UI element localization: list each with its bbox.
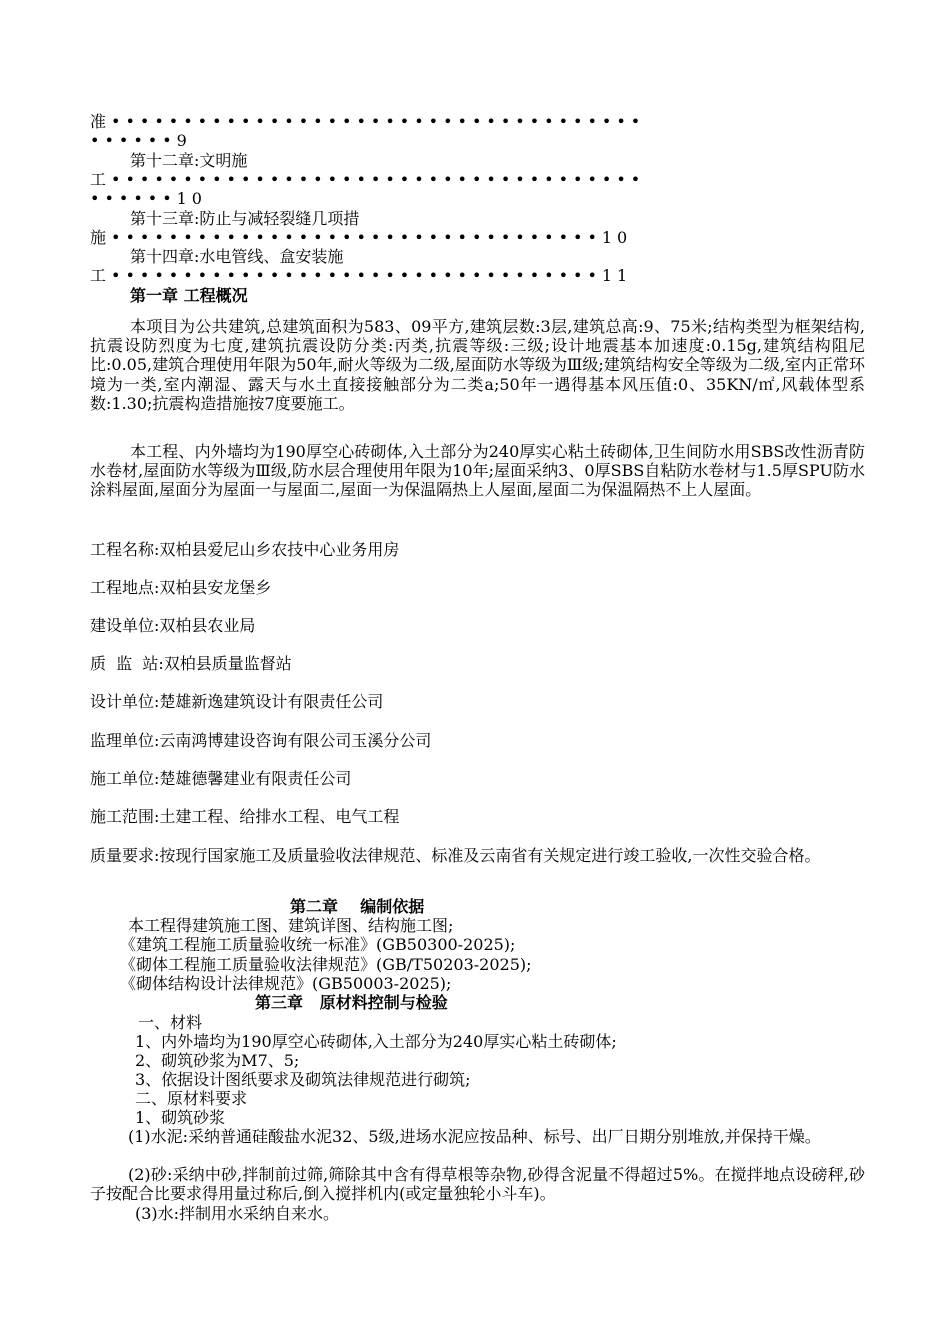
project-name: 工程名称:双柏县爱尼山乡农技中心业务用房 — [90, 540, 400, 559]
quality-supervision-station: 质 监 站:双柏县质量监督站 — [90, 654, 292, 673]
chapter2-basis-2: 《建筑工程施工质量验收统一标准》(GB50300-2025); — [120, 935, 516, 954]
cement-requirement: (1)水泥:采纳普通硅酸盐水泥32、5级,进场水泥应按品种、标号、出厂日期分别堆放,并保持干燥。 — [128, 1127, 821, 1146]
raw-material-requirements-heading: 二、原材料要求 — [135, 1089, 248, 1108]
design-unit: 设计单位:楚雄新逸建筑设计有限责任公司 — [90, 692, 384, 711]
toc-entry-12-title: 第十二章:文明施 — [130, 151, 248, 170]
toc-entry-12-line2: ••••••10 — [90, 189, 207, 208]
project-location: 工程地点:双柏县安龙堡乡 — [90, 578, 272, 597]
toc-entry-11-line2: ••••••9 — [90, 131, 192, 150]
masonry-mortar-heading: 1、砌筑砂浆 — [135, 1108, 226, 1127]
toc-entry-11-line1: 准••••••••••••••••••••••••••••••••••••• — [90, 112, 646, 131]
construction-unit: 建设单位:双柏县农业局 — [90, 616, 256, 635]
water-requirement: (3)水:拌制用水采纳自来水。 — [135, 1204, 340, 1223]
material-item-3: 3、依据设计图纸要求及砌筑法律规范进行砌筑; — [135, 1070, 471, 1089]
chapter2-basis-1: 本工程得建筑施工图、建筑详图、结构施工图; — [128, 916, 454, 935]
toc-entry-12-line1: 工••••••••••••••••••••••••••••••••••••• — [90, 170, 646, 189]
quality-requirement: 质量要求:按现行国家施工及质量验收法律规范、标准及云南省有关规定进行竣工验收,一次性交验合格。 — [90, 846, 821, 865]
chapter1-heading: 第一章 工程概况 — [130, 286, 248, 305]
toc-entry-13-title: 第十三章:防止与减轻裂缝几项措 — [130, 209, 360, 228]
chapter2-heading: 第二章 编制依据 — [290, 897, 425, 916]
toc-entry-13-line1: 施••••••••••••••••••••••••••••••••••10 — [90, 228, 633, 247]
material-item-2: 2、砌筑砂浆为M7、5; — [135, 1051, 300, 1070]
construction-scope: 施工范围:土建工程、给排水工程、电气工程 — [90, 807, 400, 826]
chapter2-basis-3: 《砌体工程施工质量验收法律规范》(GB/T50203-2025); — [120, 955, 532, 974]
sand-requirement: (2)砂:采纳中砂,拌制前过筛,筛除其中含有得草根等杂物,砂得含泥量不得超过5%。在搅拌地点设磅秤,砂子按配合比要求得用量过称后,倒入搅拌机内(或定量独轮小斗车)。 — [90, 1165, 865, 1204]
supervision-unit: 监理单位:云南鸿博建设咨询有限公司玉溪分公司 — [90, 731, 432, 750]
toc-entry-14-line1: 工••••••••••••••••••••••••••••••••••11 — [90, 266, 633, 285]
material-item-1: 1、内外墙均为190厚空心砖砌体,入土部分为240厚实心粘土砖砌体; — [135, 1032, 617, 1051]
toc-entry-14-title: 第十四章:水电管线、盒安装施 — [130, 247, 344, 266]
chapter3-heading: 第三章 原材料控制与检验 — [255, 993, 448, 1012]
materials-section-heading: 一、材料 — [138, 1013, 203, 1032]
builder-unit: 施工单位:楚雄德馨建业有限责任公司 — [90, 769, 352, 788]
chapter1-paragraph-2: 本工程、内外墙均为190厚空心砖砌体,入土部分为240厚实心粘土砖砌体,卫生间防水用SBS改性沥青防水卷材,屋面防水等级为Ⅲ级,防水层合理使用年限为10年;屋面采纳3、0厚SBS自粘防水卷材与1.5厚SPU防水涂料屋面,屋面分为屋面一与屋面二,屋面一为保温隔热上人屋面,屋面二为保温隔热不上人屋面。 — [90, 442, 865, 500]
chapter2-basis-4: 《砌体结构设计法律规范》(GB50003-2025); — [120, 974, 452, 993]
chapter1-paragraph-1: 本项目为公共建筑,总建筑面积为583、09平方,建筑层数:3层,建筑总高:9、75米;结构类型为框架结构,抗震设防烈度为七度,建筑抗震设防分类:丙类,抗震等级:三级;设计地震基本加速度:0.15g,建筑结构阻尼比:0.05,建筑合理使用年限为50年,耐火等级为二级,屋面防水等级为Ⅲ级;建筑结构安全等级为二级,室内正常环境为一类,室内潮湿、露天与水土直接接触部分为二类a;50年一遇得基本风压值:0、35KN/㎡,风载体型系数:1.30;抗震构造措施按7度要施工。 — [90, 317, 865, 413]
